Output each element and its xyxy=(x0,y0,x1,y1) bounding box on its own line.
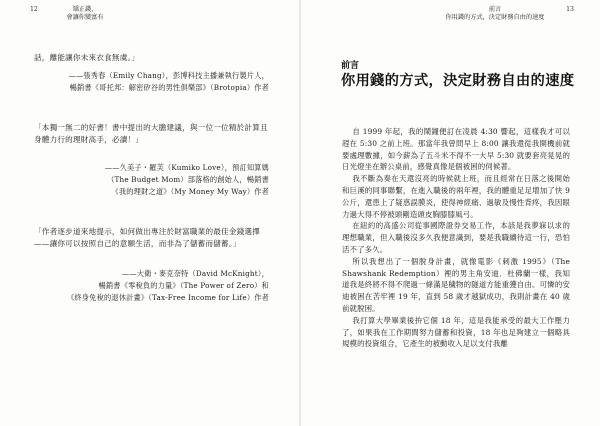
right-running-head-line: 你用錢的方式，決定財務自由的速度 xyxy=(445,14,545,21)
attribution-line: 暢銷書《哥托邦：解密矽谷的男性俱樂部》（Brotopia）作者 xyxy=(69,82,269,92)
attribution-line: ——張秀春（Emily Chang），彭博科技主播兼執行製片人， xyxy=(68,71,269,80)
section-label: 前言 xyxy=(341,61,360,71)
attribution-line: 暢銷書《零稅負的力量》（The Power of Zero）和 xyxy=(98,280,269,290)
body-paragraph: 自 1999 年起，我的鬧鐘便訂在凌晨 4:30 響起，這樣我才可以趕在 5:30 之前上班。那當年我曾問早上 8:00 讓我還從我開機前就要處理數據，如今薪為了五斗米不得不一大早 5:30 就要套亮晃晃的日光燈坐在辦公桌前，感覺真像是個被困的伺候著。 xyxy=(342,127,570,172)
right-running-head xyxy=(440,6,550,22)
body-paragraph: 我不斷為奏在天還沒亮的時候就上班，而且經常在日落之後開始和巨溪的同事聯繫，在進入職後的兩年裡，我的體重足足增加了快 9 公斤，還患上了疑惑誤膜炎，使得神經痛、過敏及慢性背疼，我因眼力過大得不停被頭剛造頭皮胸膝膝風弓。 xyxy=(342,174,570,219)
endorsement-attribution-3 xyxy=(59,268,269,303)
attribution-line: （The Budget Mom）部落格的創始人，暢銷書 xyxy=(107,174,269,184)
endorsement-quote-3: 「作者逐步道來地提示，如何做出專注於財富職業的最佳金錢選擇——讓你可以按照自己的意願生活，而非為了儲蓄而儲蓄。」 xyxy=(34,227,261,248)
body-paragraph: 所以我想出了一個脫身計畫，就像電影《刺激 1995》（The Shawshank Redemption）裡的男主角安迪．杜佛蘭一樣，我知道我是終將不得不爬過一條滿是穢物的隧道方能重獲自由。可憐的安迪被困在苦牢裡 19 年，直到 58 歲才越獄成功，我則計畫在 40 歲前就脫困。 xyxy=(342,256,570,313)
endorsement-quote-2: 「本獨一無二的好書！書中提出的大膽建議，與一位一位精於計算且身體力行的理財高手，必讀！」 xyxy=(34,123,268,144)
endorsement-quote-1: 話，離能讓你未來衣食無虞。」 xyxy=(34,53,140,62)
attribution-line: 《我的理財之道》（My Money My Way）作者 xyxy=(111,186,269,196)
attribution-line: 《終身免稅的退休計畫》（Tax-Free Income for Life）作者 xyxy=(67,292,269,302)
right-running-head-line: 前言 xyxy=(488,6,502,13)
attribution-line: ——久美子・羅芙（Kumiko Love），預訂知算媽 xyxy=(104,163,269,172)
endorsement-attribution-2 xyxy=(59,162,269,197)
left-running-head-line: 矯正錢， xyxy=(72,6,98,13)
left-running-head xyxy=(55,6,115,22)
endorsement-attribution-1 xyxy=(59,70,269,94)
body-paragraph: 我打算大學畢業後拚它個 18 年，這是我能承受的最大工作壓力了，如果我在工作期間努力儲蓄和投資，18 年也足夠建立一個略具規模的投資組合，它產生的被動收入足以支付我離 xyxy=(342,315,570,349)
right-page-number: 13 xyxy=(566,6,574,13)
body-text xyxy=(342,126,570,350)
body-paragraph: 在紐約的高盛公司從事國際證券交易工作，本該是我夢寐以求的理想職業，但入職後沒多久我便意識到，要是我職續待這一行，恐怕活不了多久。 xyxy=(342,221,570,254)
left-page xyxy=(0,0,299,426)
attribution-line: ——大衛・麥克奈特（David McKnight）， xyxy=(122,269,269,278)
left-page-number: 12 xyxy=(30,6,38,13)
left-running-head-line: 會讓你變富有 xyxy=(66,14,104,21)
chapter-title: 你用錢的方式，決定財務自由的速度 xyxy=(341,73,575,89)
